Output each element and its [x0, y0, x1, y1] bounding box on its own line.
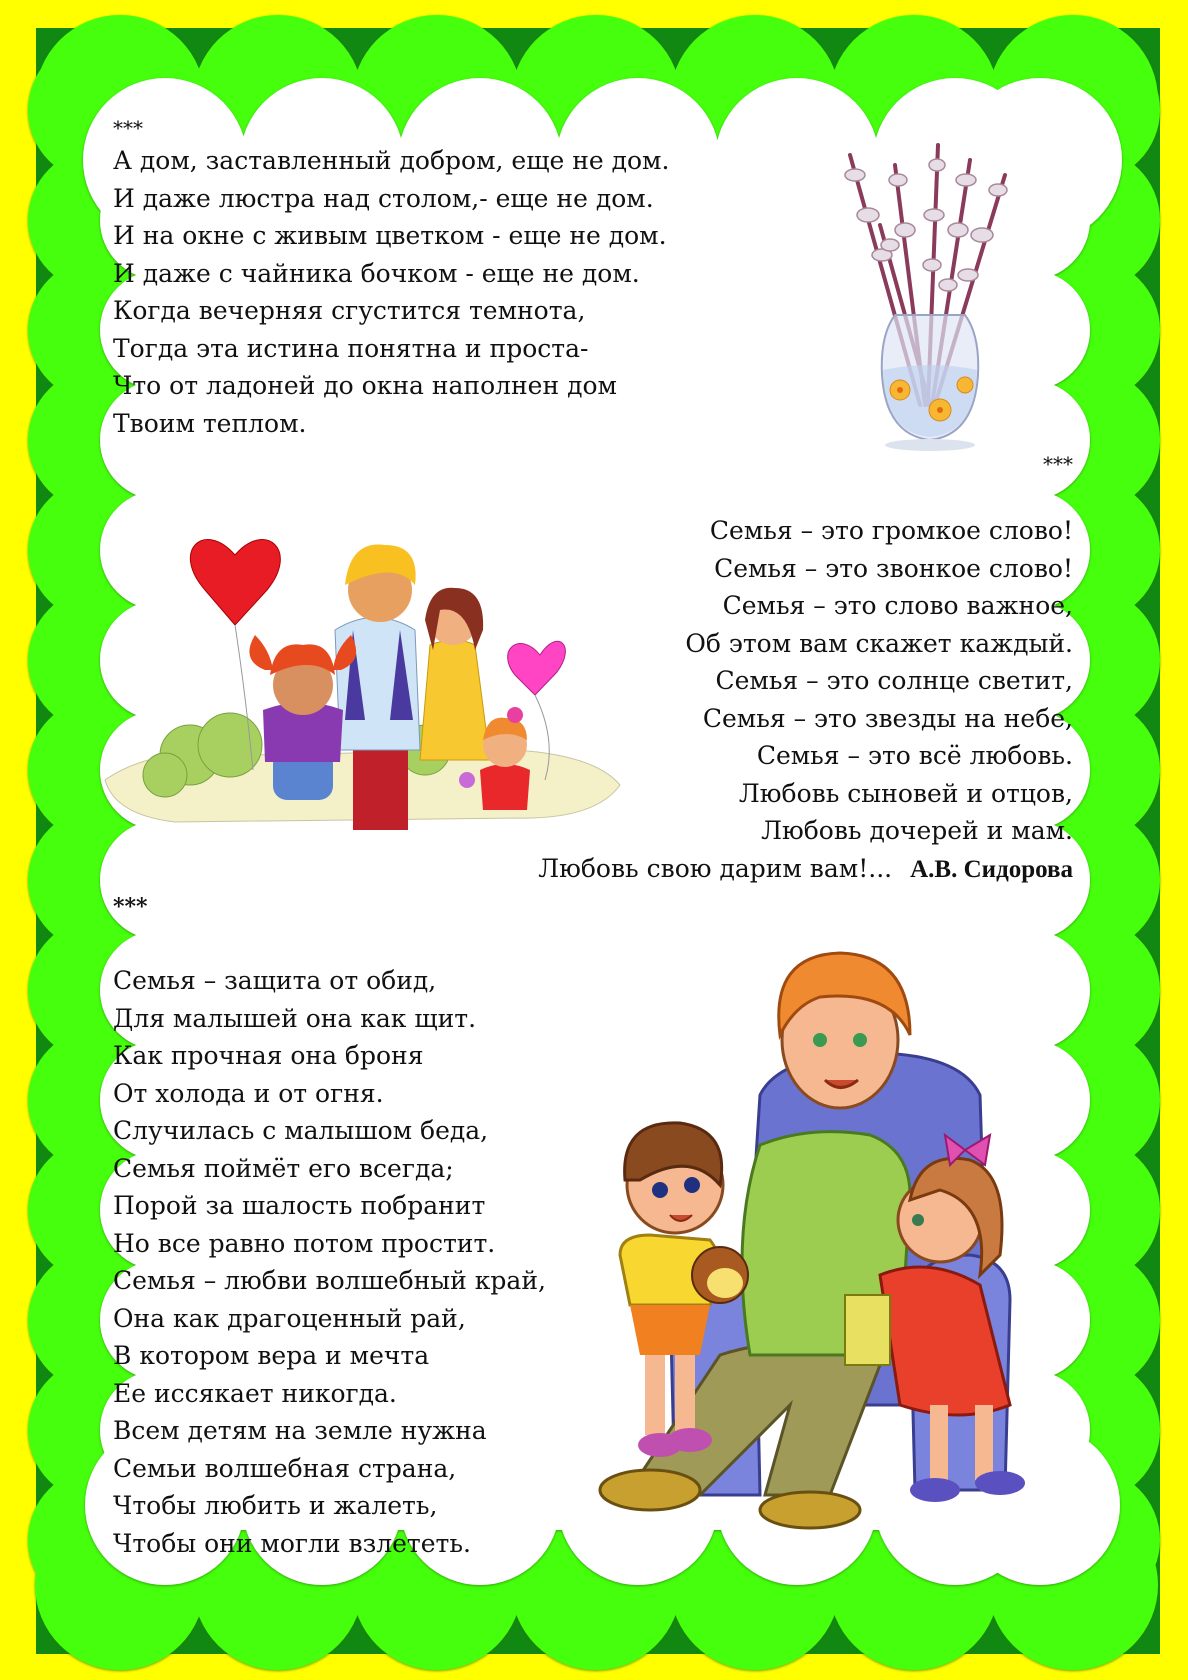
poem-line: Семьи волшебная страна, — [113, 1453, 457, 1483]
poem-line: Что от ладоней до окна наполнен дом — [113, 371, 617, 400]
poem-line: Семья – это солнце светит, — [715, 666, 1073, 695]
poem2-separator: *** — [1043, 452, 1073, 476]
poem-line: Для малышей она как щит. — [113, 1003, 477, 1033]
poem-line: Как прочная она броня — [113, 1041, 424, 1070]
poem-line: А дом, заставленный добром, еще не дом. — [113, 146, 670, 175]
poem-line: Тогда эта истина понятна и проста- — [113, 333, 589, 363]
poem1-separator: *** — [113, 116, 143, 140]
poem-line: Любовь сыновей и отцов, — [738, 778, 1073, 808]
poem-line: Она как драгоценный рай, — [113, 1303, 466, 1333]
poem-line: Случилась с малышом беда, — [113, 1116, 489, 1145]
poem-line: Семья – это звонкое слово! — [714, 553, 1073, 583]
poem-line-with-author — [538, 850, 1073, 889]
poem-line: Об этом вам скажет каждый. — [685, 628, 1073, 658]
poem-line: Всем детям на земле нужна — [113, 1416, 487, 1445]
poem-line: Когда вечерняя сгустится темнота, — [113, 296, 586, 325]
poem-line: И на окне с живым цветком - еще не дом. — [113, 221, 667, 250]
poem-line: И даже люстра над столом,- еще не дом. — [113, 183, 654, 213]
family-illustration — [95, 500, 630, 840]
poem-line: Любовь дочерей и мам. — [761, 816, 1073, 845]
poem-line: Семья поймёт его всегда; — [113, 1153, 454, 1183]
poem3-separator: *** — [113, 894, 148, 920]
poem-line: Семья – это слово важное, — [722, 591, 1073, 620]
poem-line: Семья – это всё любовь. — [756, 741, 1073, 770]
poem-line: Порой за шалость побранит — [113, 1191, 486, 1220]
poem-line: Семья – защита от обид, — [113, 966, 437, 995]
poem-line: Семья – это громкое слово! — [709, 516, 1073, 545]
poem-line: Семья – это звезды на небе, — [702, 703, 1073, 733]
poem-line: Чтобы любить и жалеть, — [113, 1491, 438, 1520]
poem-line: Но все равно потом простит. — [113, 1228, 496, 1258]
willow-vase-illustration — [820, 135, 1030, 455]
poem-line: И даже с чайника бочком - еще не дом. — [113, 258, 640, 288]
poem1-text — [113, 142, 669, 442]
poem-line: Семья – любви волшебный край, — [113, 1266, 546, 1295]
poem-line: Ее иссякает никогда. — [113, 1378, 397, 1408]
poem-author: А.В. Сидорова — [910, 855, 1073, 883]
poem3-text — [113, 962, 546, 1562]
poem-line: Твоим теплом. — [113, 408, 307, 438]
poem-line: Чтобы они могли взлететь. — [113, 1528, 471, 1558]
poem-line: От холода и от огня. — [113, 1078, 384, 1108]
father-armchair-illustration — [580, 935, 1100, 1535]
poem-line: Любовь свою дарим вам!... — [538, 853, 893, 883]
poem-line: В котором вера и мечта — [113, 1341, 430, 1370]
